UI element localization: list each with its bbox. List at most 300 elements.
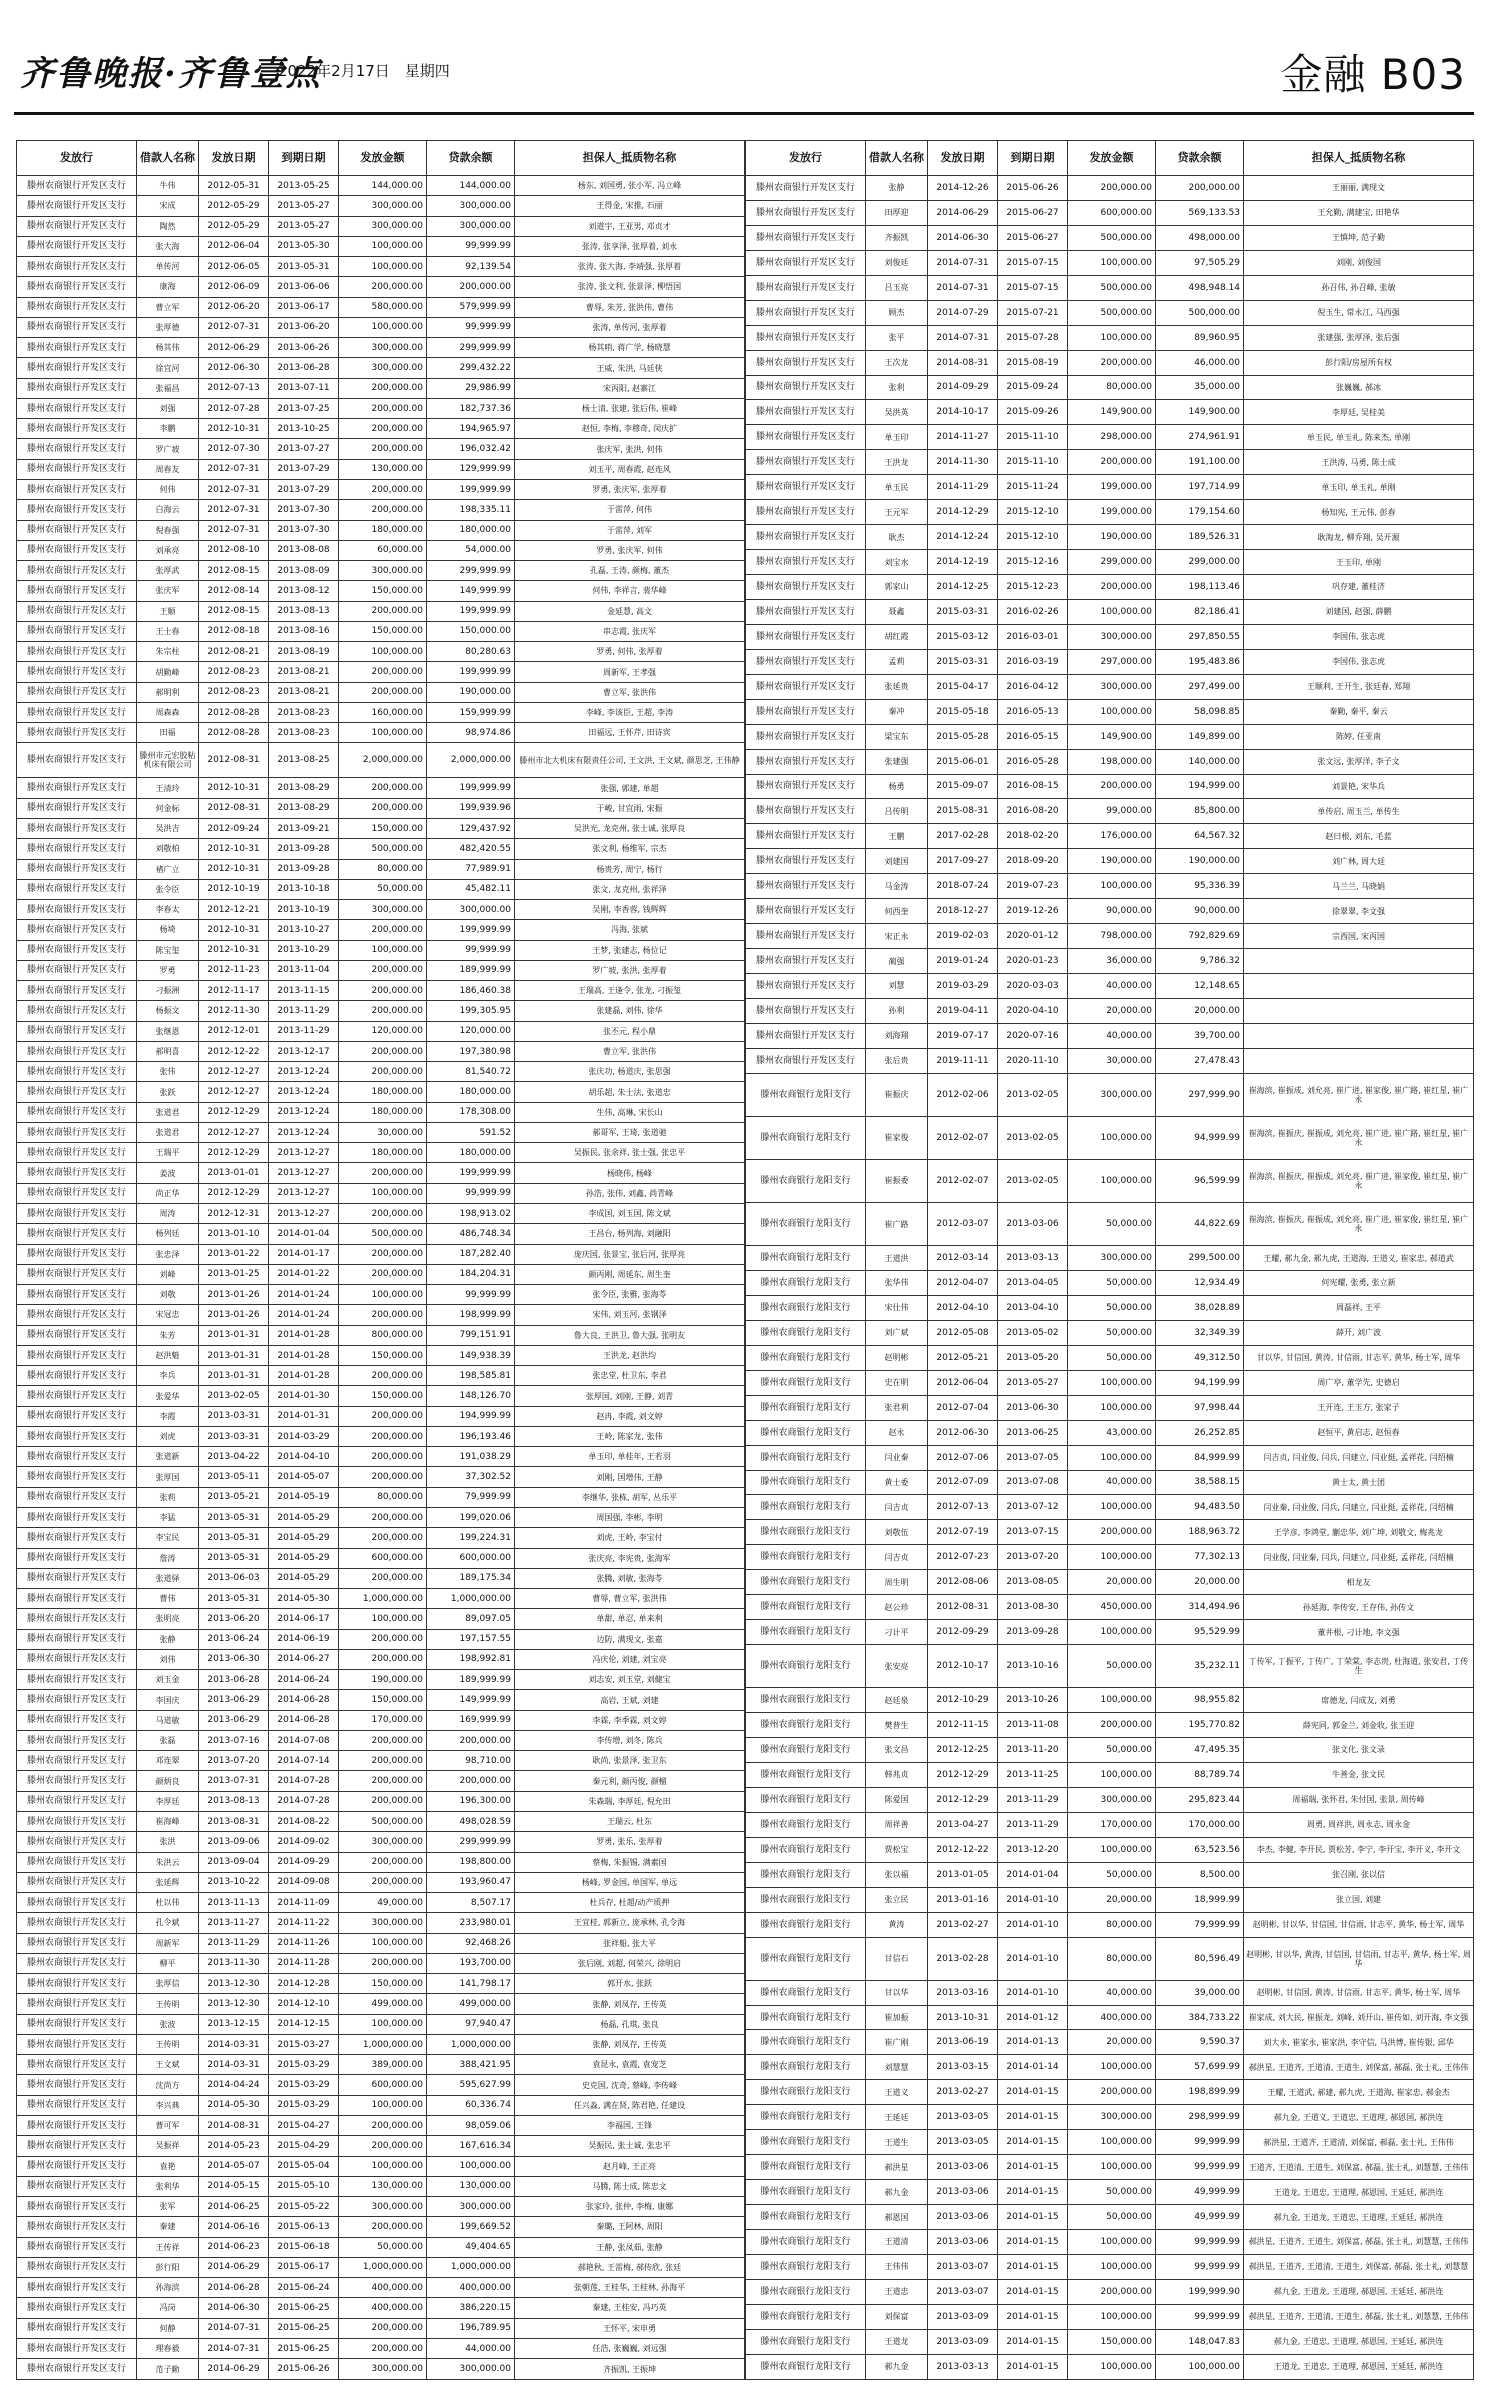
table-cell: 王道义 bbox=[866, 2080, 928, 2105]
table-cell: 96,599.99 bbox=[1156, 1159, 1244, 1202]
table-cell: 滕州农商银行开发区支行 bbox=[17, 2156, 137, 2176]
table-cell: 20,000.00 bbox=[1068, 1887, 1156, 1912]
table-cell: 滕州农商银行开发区支行 bbox=[746, 500, 866, 525]
table-cell: 233,980.01 bbox=[427, 1913, 515, 1933]
table-cell: 李传增, 刘冬, 陈兵 bbox=[515, 1730, 745, 1750]
table-row bbox=[17, 317, 745, 337]
table-cell: 2015-07-21 bbox=[998, 300, 1068, 325]
table-cell: 2013-11-08 bbox=[998, 1713, 1068, 1738]
table-cell: 50,000.00 bbox=[1068, 1645, 1156, 1688]
table-cell: 2013-08-19 bbox=[269, 642, 339, 662]
table-cell: 200,000.00 bbox=[339, 1568, 427, 1588]
table-cell: 100,000.00 bbox=[1068, 2229, 1156, 2254]
table-cell: 2015-06-13 bbox=[269, 2217, 339, 2237]
table-cell: 144,000.00 bbox=[339, 176, 427, 196]
table-cell: 450,000.00 bbox=[1068, 1595, 1156, 1620]
table-cell: 沈尚方 bbox=[137, 2075, 199, 2095]
table-cell: 299,000.00 bbox=[1068, 550, 1156, 575]
table-cell: 9,786.32 bbox=[1156, 949, 1244, 974]
table-cell: 100,000.00 bbox=[1068, 874, 1156, 899]
table-row bbox=[746, 949, 1474, 974]
table-cell: 149,938.39 bbox=[427, 1345, 515, 1365]
table-cell: 40,000.00 bbox=[1068, 1023, 1156, 1048]
table-cell: 张伟 bbox=[137, 1062, 199, 1082]
table-cell: 149,899.00 bbox=[1156, 724, 1244, 749]
table-cell: 2015-09-07 bbox=[928, 774, 998, 799]
table-cell: 2015-03-29 bbox=[269, 2055, 339, 2075]
table-cell: 滕州农商银行龙阳支行 bbox=[746, 2055, 866, 2080]
table-cell: 张家玲, 张仲, 李梅, 康娜 bbox=[515, 2197, 745, 2217]
table-cell: 88,789.74 bbox=[1156, 1762, 1244, 1787]
table-cell: 赵永 bbox=[866, 1420, 928, 1445]
table-row bbox=[746, 2329, 1474, 2354]
table-cell: 499,000.00 bbox=[339, 1994, 427, 2014]
table-cell: 2016-03-01 bbox=[998, 624, 1068, 649]
table-cell: 郝洪星, 王道齐, 王道清, 刘保富, 郝磊, 张士礼, 王伟伟 bbox=[1244, 2130, 1474, 2155]
table-cell: 滕州农商银行开发区支行 bbox=[746, 674, 866, 699]
table-cell: 秦冲 bbox=[866, 699, 928, 724]
table-cell: 张涛, 单传河, 张厚着 bbox=[515, 317, 745, 337]
table-cell: 200,000.00 bbox=[339, 1447, 427, 1467]
table-cell: 滕州农商银行开发区支行 bbox=[746, 799, 866, 824]
masthead bbox=[0, 0, 1488, 120]
table-cell: 罗勇, 何伟, 张厚着 bbox=[515, 642, 745, 662]
table-cell: 2015-06-27 bbox=[998, 225, 1068, 250]
table-cell: 2012-08-10 bbox=[199, 540, 269, 560]
table-cell: 滕州农商银行开发区支行 bbox=[746, 250, 866, 275]
table-cell: 2014-01-10 bbox=[998, 1887, 1068, 1912]
table-cell: 150,000.00 bbox=[339, 1974, 427, 1994]
table-cell: 滕州农商银行开发区支行 bbox=[17, 940, 137, 960]
table-cell: 63,523.56 bbox=[1156, 1837, 1244, 1862]
table-cell: 77,302.13 bbox=[1156, 1545, 1244, 1570]
table-row bbox=[746, 1912, 1474, 1937]
table-row bbox=[746, 1159, 1474, 1202]
table-cell: 2014-08-31 bbox=[928, 350, 998, 375]
table-cell: 朱宗柱 bbox=[137, 642, 199, 662]
table-cell: 81,540.72 bbox=[427, 1062, 515, 1082]
table-cell: 176,000.00 bbox=[1068, 824, 1156, 849]
table-cell: 滕州农商银行龙阳支行 bbox=[746, 1345, 866, 1370]
table-cell: 2014-01-12 bbox=[998, 2005, 1068, 2030]
table-cell: 38,028.89 bbox=[1156, 1295, 1244, 1320]
table-row bbox=[746, 300, 1474, 325]
table-cell: 2014-01-28 bbox=[269, 1345, 339, 1365]
table-cell: 杜以伟 bbox=[137, 1893, 199, 1913]
table-cell: 滕州农商银行开发区支行 bbox=[17, 1933, 137, 1953]
table-cell: 串志霞, 张庆军 bbox=[515, 621, 745, 641]
column-header: 发放日期 bbox=[199, 141, 269, 176]
table-cell: 甘以华 bbox=[866, 1980, 928, 2005]
table-cell: 曹辱, 朱芳, 张洪伟, 曹伟 bbox=[515, 297, 745, 317]
table-cell: 张洪 bbox=[137, 1832, 199, 1852]
table-cell: 197,714.99 bbox=[1156, 475, 1244, 500]
table-row bbox=[17, 1041, 745, 1061]
table-cell: 193,960.47 bbox=[427, 1872, 515, 1892]
table-cell: 80,000.00 bbox=[1068, 1912, 1156, 1937]
table-cell: 郝洪星, 王道齐, 王道生, 刘保富, 郝磊, 张士礼, 刘慧慧, 王伟伟 bbox=[1244, 2229, 1474, 2254]
table-cell: 王清玲 bbox=[137, 778, 199, 798]
table-cell: 2015-11-10 bbox=[998, 450, 1068, 475]
table-cell: 罗广坡 bbox=[137, 439, 199, 459]
table-row bbox=[746, 375, 1474, 400]
table-cell: 297,850.55 bbox=[1156, 624, 1244, 649]
table-cell: 朱洪云 bbox=[137, 1852, 199, 1872]
table-cell: 170,000.00 bbox=[339, 1710, 427, 1730]
table-cell: 2014-01-15 bbox=[998, 2155, 1068, 2180]
table-cell: 马道敏 bbox=[137, 1710, 199, 1730]
table-cell: 郝恩国 bbox=[866, 2205, 928, 2230]
table-cell: 2013-07-27 bbox=[269, 439, 339, 459]
table-cell: 巩存建, 董桂济 bbox=[1244, 575, 1474, 600]
table-cell: 2012-08-31 bbox=[199, 743, 269, 778]
table-cell: 300,000.00 bbox=[1068, 2105, 1156, 2130]
table-cell: 张涛, 张文利, 张景泽, 柳悟国 bbox=[515, 277, 745, 297]
table-cell: 200,000.00 bbox=[1068, 350, 1156, 375]
table-cell: 滕州农商银行龙阳支行 bbox=[746, 1688, 866, 1713]
table-row bbox=[17, 601, 745, 621]
table-cell: 滕州农商银行开发区支行 bbox=[17, 920, 137, 940]
table-cell: 82,186.41 bbox=[1156, 599, 1244, 624]
table-cell: 2020-01-23 bbox=[998, 949, 1068, 974]
table-cell: 2012-12-29 bbox=[199, 1102, 269, 1122]
table-cell: 50,000.00 bbox=[1068, 1320, 1156, 1345]
table-cell: 187,282.40 bbox=[427, 1244, 515, 1264]
table-cell: 150,000.00 bbox=[339, 581, 427, 601]
table-cell: 100,000.00 bbox=[1068, 2155, 1156, 2180]
table-cell: 王耀, 郝九金, 郝九虎, 王道海, 王道义, 崔家忠, 郝道武 bbox=[1244, 1246, 1474, 1271]
table-cell: 滕州农商银行开发区支行 bbox=[17, 1609, 137, 1629]
table-cell bbox=[1244, 974, 1474, 999]
table-cell: 王道生 bbox=[866, 2130, 928, 2155]
table-row bbox=[746, 2354, 1474, 2379]
table-cell: 2020-07-16 bbox=[998, 1023, 1068, 1048]
table-cell: 99,999.99 bbox=[427, 236, 515, 256]
table-cell: 199,999.99 bbox=[427, 920, 515, 940]
table-cell: 180,000.00 bbox=[427, 520, 515, 540]
table-cell: 周磊祥, 王平 bbox=[1244, 1295, 1474, 1320]
table-cell: 2013-04-05 bbox=[998, 1271, 1068, 1296]
table-cell: 滕州农商银行龙阳支行 bbox=[746, 2080, 866, 2105]
column-header: 到期日期 bbox=[998, 141, 1068, 176]
table-cell: 曹伟 bbox=[137, 1589, 199, 1609]
table-cell: 单玉民, 单玉礼, 陈来杰, 单刚 bbox=[1244, 425, 1474, 450]
table-cell: 2014-05-29 bbox=[269, 1508, 339, 1528]
table-cell: 100,000.00 bbox=[339, 257, 427, 277]
table-cell: 滕州农商银行开发区支行 bbox=[17, 839, 137, 859]
table-row bbox=[746, 849, 1474, 874]
table-cell: 2013-03-31 bbox=[199, 1406, 269, 1426]
table-cell: 滕州农商银行开发区支行 bbox=[17, 2075, 137, 2095]
table-cell: 张建强, 张厚泽, 张后强 bbox=[1244, 325, 1474, 350]
table-cell: 99,999.99 bbox=[427, 317, 515, 337]
table-cell: 314,494.96 bbox=[1156, 1595, 1244, 1620]
table-cell: 2013-11-25 bbox=[998, 1762, 1068, 1787]
table-row bbox=[746, 1395, 1474, 1420]
table-cell: 2013-08-16 bbox=[269, 621, 339, 641]
table-cell: 2013-01-26 bbox=[199, 1285, 269, 1305]
table-cell: 95,529.99 bbox=[1156, 1620, 1244, 1645]
table-cell: 冯海, 张斌 bbox=[515, 920, 745, 940]
table-cell: 100,000.00 bbox=[1068, 250, 1156, 275]
table-cell: 2015-06-25 bbox=[269, 2338, 339, 2358]
table-cell: 198,999.99 bbox=[427, 1305, 515, 1325]
table-cell: 2012-11-17 bbox=[199, 981, 269, 1001]
table-row bbox=[746, 1023, 1474, 1048]
table-cell: 49,312.50 bbox=[1156, 1345, 1244, 1370]
table-cell: 2013-02-05 bbox=[998, 1159, 1068, 1202]
table-cell: 2012-07-31 bbox=[199, 479, 269, 499]
table-cell: 2012-07-31 bbox=[199, 317, 269, 337]
table-row bbox=[746, 1320, 1474, 1345]
table-cell: 陶然 bbox=[137, 216, 199, 236]
table-cell: 50,000.00 bbox=[1068, 1202, 1156, 1245]
table-cell: 张朝莲, 王桂华, 王桂林, 孙海平 bbox=[515, 2278, 745, 2298]
table-cell: 滕州农商银行开发区支行 bbox=[17, 682, 137, 702]
table-cell: 滕州农商银行开发区支行 bbox=[17, 479, 137, 499]
table-cell: 滕州农商银行开发区支行 bbox=[746, 874, 866, 899]
table-cell: 周广亭, 董学先, 史德启 bbox=[1244, 1370, 1474, 1395]
table-row bbox=[17, 1062, 745, 1082]
table-cell: 200,000.00 bbox=[339, 1204, 427, 1224]
table-cell: 200,000.00 bbox=[339, 1791, 427, 1811]
table-cell: 2014-01-28 bbox=[269, 1366, 339, 1386]
table-cell: 李兵 bbox=[137, 1366, 199, 1386]
table-cell: 孙利 bbox=[866, 998, 928, 1023]
table-cell: 王传明 bbox=[137, 1994, 199, 2014]
table-cell: 王威, 朱洪, 马廷侠 bbox=[515, 358, 745, 378]
table-cell: 98,710.00 bbox=[427, 1751, 515, 1771]
table-cell: 200,000.00 bbox=[339, 2217, 427, 2237]
table-cell: 500,000.00 bbox=[1156, 300, 1244, 325]
table-cell: 2013-12-27 bbox=[269, 1204, 339, 1224]
table-row bbox=[746, 325, 1474, 350]
table-cell: 2013-01-22 bbox=[199, 1244, 269, 1264]
table-cell: 2013-11-29 bbox=[199, 1933, 269, 1953]
table-cell: 2012-12-01 bbox=[199, 1021, 269, 1041]
table-cell: 滕州农商银行龙阳支行 bbox=[746, 1912, 866, 1937]
table-cell: 滕州农商银行龙阳支行 bbox=[746, 1495, 866, 1520]
table-cell: 2013-11-29 bbox=[998, 1812, 1068, 1837]
table-cell: 150,000.00 bbox=[427, 621, 515, 641]
table-cell: 2013-12-30 bbox=[199, 1994, 269, 2014]
table-cell: 191,038.29 bbox=[427, 1447, 515, 1467]
table-cell: 张厚德 bbox=[137, 317, 199, 337]
table-cell: 80,000.00 bbox=[1068, 1937, 1156, 1980]
table-cell: 2012-11-30 bbox=[199, 1001, 269, 1021]
table-cell: 178,308.00 bbox=[427, 1102, 515, 1122]
table-cell: 2014-12-25 bbox=[928, 575, 998, 600]
table-cell: 300,000.00 bbox=[1068, 674, 1156, 699]
table-cell: 84,999.99 bbox=[1156, 1445, 1244, 1470]
table-cell: 滕州农商银行开发区支行 bbox=[17, 1690, 137, 1710]
table-row bbox=[17, 277, 745, 297]
table-cell: 54,000.00 bbox=[427, 540, 515, 560]
table-cell: 94,999.99 bbox=[1156, 1116, 1244, 1159]
table-cell: 张后刚, 刘超, 何荣兴, 徐明启 bbox=[515, 1953, 745, 1973]
table-row bbox=[17, 1528, 745, 1548]
table-cell: 149,999.99 bbox=[427, 581, 515, 601]
table-row bbox=[17, 1690, 745, 1710]
table-cell: 滕州农商银行开发区支行 bbox=[746, 949, 866, 974]
table-cell: 2012-10-19 bbox=[199, 879, 269, 899]
table-cell: 100,000.00 bbox=[1068, 2304, 1156, 2329]
table-cell: 张以福 bbox=[866, 1862, 928, 1887]
table-cell: 90,000.00 bbox=[1068, 899, 1156, 924]
table-cell: 2015-11-24 bbox=[998, 475, 1068, 500]
table-cell: 刘虎, 王岭, 李宝付 bbox=[515, 1528, 745, 1548]
table-row bbox=[17, 879, 745, 899]
table-cell: 300,000.00 bbox=[339, 561, 427, 581]
table-row bbox=[17, 2359, 745, 2380]
table-cell: 100,000.00 bbox=[1068, 1545, 1156, 1570]
table-cell: 200,000.00 bbox=[339, 1001, 427, 1021]
table-cell: 单玉印, 单玉礼, 单刚 bbox=[1244, 475, 1474, 500]
table-row bbox=[17, 257, 745, 277]
table-cell: 李峰, 李该臣, 王超, 李涛 bbox=[515, 702, 745, 722]
table-cell: 80,000.00 bbox=[339, 859, 427, 879]
table-cell: 200,000.00 bbox=[339, 920, 427, 940]
table-cell: 张军 bbox=[137, 2197, 199, 2217]
table-cell: 198,335.11 bbox=[427, 500, 515, 520]
table-cell: 胡红霞 bbox=[866, 624, 928, 649]
table-cell: 400,000.00 bbox=[427, 2278, 515, 2298]
table-cell: 190,000.00 bbox=[339, 1670, 427, 1690]
table-cell: 2014-09-29 bbox=[928, 375, 998, 400]
table-cell: 2013-10-26 bbox=[998, 1688, 1068, 1713]
table-cell: 张延贵 bbox=[866, 674, 928, 699]
table-cell: 1,000,000.00 bbox=[339, 1589, 427, 1609]
table-cell: 滕州农商银行开发区支行 bbox=[17, 1832, 137, 1852]
table-cell: 宗西国, 宋丙国 bbox=[1244, 924, 1474, 949]
table-cell: 2013-12-27 bbox=[269, 1183, 339, 1203]
table-cell: 2015-05-28 bbox=[928, 724, 998, 749]
table-cell: 颜丙刚, 周延东, 周生奎 bbox=[515, 1264, 745, 1284]
table-cell: 徐宜河 bbox=[137, 358, 199, 378]
table-cell: 2014-04-10 bbox=[269, 1447, 339, 1467]
table-cell: 300,000.00 bbox=[339, 196, 427, 216]
table-cell: 滕州农商银行开发区支行 bbox=[746, 599, 866, 624]
table-cell: 200,000.00 bbox=[339, 1852, 427, 1872]
table-cell bbox=[1244, 1023, 1474, 1048]
table-cell: 2015-06-26 bbox=[269, 2359, 339, 2380]
table-cell: 滕州农商银行开发区支行 bbox=[17, 358, 137, 378]
table-cell: 滕州农商银行开发区支行 bbox=[17, 297, 137, 317]
table-cell: 200,000.00 bbox=[339, 1649, 427, 1669]
table-cell: 何伟, 李祥言, 裴华峰 bbox=[515, 581, 745, 601]
table-cell: 200,000.00 bbox=[339, 798, 427, 818]
table-cell: 160,000.00 bbox=[339, 702, 427, 722]
table-cell: 袁艳 bbox=[137, 2156, 199, 2176]
table-cell: 滕州农商银行开发区支行 bbox=[17, 439, 137, 459]
table-cell: 滕州农商银行开发区支行 bbox=[17, 1730, 137, 1750]
table-cell: 滕州农商银行开发区支行 bbox=[746, 575, 866, 600]
table-cell: 2013-03-06 bbox=[928, 2205, 998, 2230]
table-cell: 滕州农商银行龙阳支行 bbox=[746, 1937, 866, 1980]
table-cell: 2019-11-11 bbox=[928, 1048, 998, 1073]
table-row bbox=[17, 1366, 745, 1386]
table-cell: 149,900.00 bbox=[1156, 400, 1244, 425]
table-cell: 35,000.00 bbox=[1156, 375, 1244, 400]
table-cell: 滕州农商银行开发区支行 bbox=[17, 176, 137, 196]
table-cell: 298,999.99 bbox=[1156, 2105, 1244, 2130]
table-cell: 2012-12-29 bbox=[928, 1762, 998, 1787]
table-cell: 196,789.95 bbox=[427, 2318, 515, 2338]
table-row bbox=[17, 2115, 745, 2135]
table-cell: 滕州农商银行开发区支行 bbox=[746, 475, 866, 500]
table-cell: 滕州农商银行开发区支行 bbox=[17, 338, 137, 358]
table-cell: 2013-08-30 bbox=[998, 1595, 1068, 1620]
table-cell: 300,000.00 bbox=[427, 900, 515, 920]
table-cell: 2014-11-26 bbox=[269, 1933, 339, 1953]
table-cell: 2014-04-24 bbox=[199, 2075, 269, 2095]
table-cell: 张继恩 bbox=[137, 1021, 199, 1041]
table-cell: 2015-05-22 bbox=[269, 2197, 339, 2217]
table-cell: 2015-06-24 bbox=[269, 2278, 339, 2298]
table-cell: 张静, 刘凤存, 王传英 bbox=[515, 2034, 745, 2054]
table-cell: 2013-10-29 bbox=[269, 940, 339, 960]
table-cell: 田厚迎 bbox=[866, 200, 928, 225]
table-cell: 滕州农商银行开发区支行 bbox=[17, 1244, 137, 1264]
table-cell: 滕州农商银行龙阳支行 bbox=[746, 1420, 866, 1445]
table-cell: 席德龙, 闫成友, 刘勇 bbox=[1244, 1688, 1474, 1713]
table-row bbox=[746, 1887, 1474, 1912]
table-cell: 2013-02-05 bbox=[998, 1116, 1068, 1159]
table-cell: 190,000.00 bbox=[1156, 849, 1244, 874]
table-row bbox=[17, 236, 745, 256]
table-cell: 滕州农商银行开发区支行 bbox=[746, 899, 866, 924]
table-cell: 赵洪魁 bbox=[137, 1345, 199, 1365]
table-cell: 刘志安, 刘玉堂, 刘健宝 bbox=[515, 1670, 745, 1690]
table-row bbox=[17, 1771, 745, 1791]
table-row bbox=[746, 400, 1474, 425]
table-cell: 崔广路 bbox=[866, 1202, 928, 1245]
table-cell: 8,507.17 bbox=[427, 1893, 515, 1913]
table-row bbox=[17, 358, 745, 378]
table-cell: 2014-06-28 bbox=[269, 1710, 339, 1730]
table-cell: 孟莉 bbox=[866, 649, 928, 674]
table-cell: 滕州农商银行开发区支行 bbox=[17, 1406, 137, 1426]
table-cell: 90,000.00 bbox=[1156, 899, 1244, 924]
table-cell: 周涛 bbox=[137, 1204, 199, 1224]
table-cell: 滕州农商银行开发区支行 bbox=[17, 1143, 137, 1163]
table-cell: 2013-06-30 bbox=[998, 1395, 1068, 1420]
table-cell: 刘峰 bbox=[137, 1264, 199, 1284]
table-cell: 詹涛 bbox=[137, 1548, 199, 1568]
table-cell: 王开连, 王玉方, 张家子 bbox=[1244, 1395, 1474, 1420]
table-cell: 2018-07-24 bbox=[928, 874, 998, 899]
table-cell: 2013-10-19 bbox=[269, 900, 339, 920]
table-cell: 43,000.00 bbox=[1068, 1420, 1156, 1445]
table-cell: 齐振凯, 王振坤 bbox=[515, 2359, 745, 2380]
table-cell: 滕州农商银行开发区支行 bbox=[17, 2257, 137, 2277]
table-cell: 2013-10-18 bbox=[269, 879, 339, 899]
table-cell: 482,420.55 bbox=[427, 839, 515, 859]
table-cell: 冯岗 bbox=[137, 2298, 199, 2318]
table-row bbox=[17, 1974, 745, 1994]
table-cell: 滕州农商银行开发区支行 bbox=[17, 1751, 137, 1771]
table-row bbox=[17, 500, 745, 520]
table-cell: 闫吉贞, 闫业俊, 闫兵, 闫建立, 闫业挺, 孟祥花, 闫绍楠 bbox=[1244, 1445, 1474, 1470]
table-cell: 2019-03-29 bbox=[928, 974, 998, 999]
table-cell: 389,000.00 bbox=[339, 2055, 427, 2075]
table-cell: 100,000.00 bbox=[1068, 1620, 1156, 1645]
table-cell: 2012-02-06 bbox=[928, 1073, 998, 1116]
table-cell: 张静, 刘凤存, 王传英 bbox=[515, 1994, 745, 2014]
table-cell: 2013-05-11 bbox=[199, 1467, 269, 1487]
table-row bbox=[746, 699, 1474, 724]
table-cell: 王瑞高, 王逢令, 张龙, 刁振玺 bbox=[515, 981, 745, 1001]
